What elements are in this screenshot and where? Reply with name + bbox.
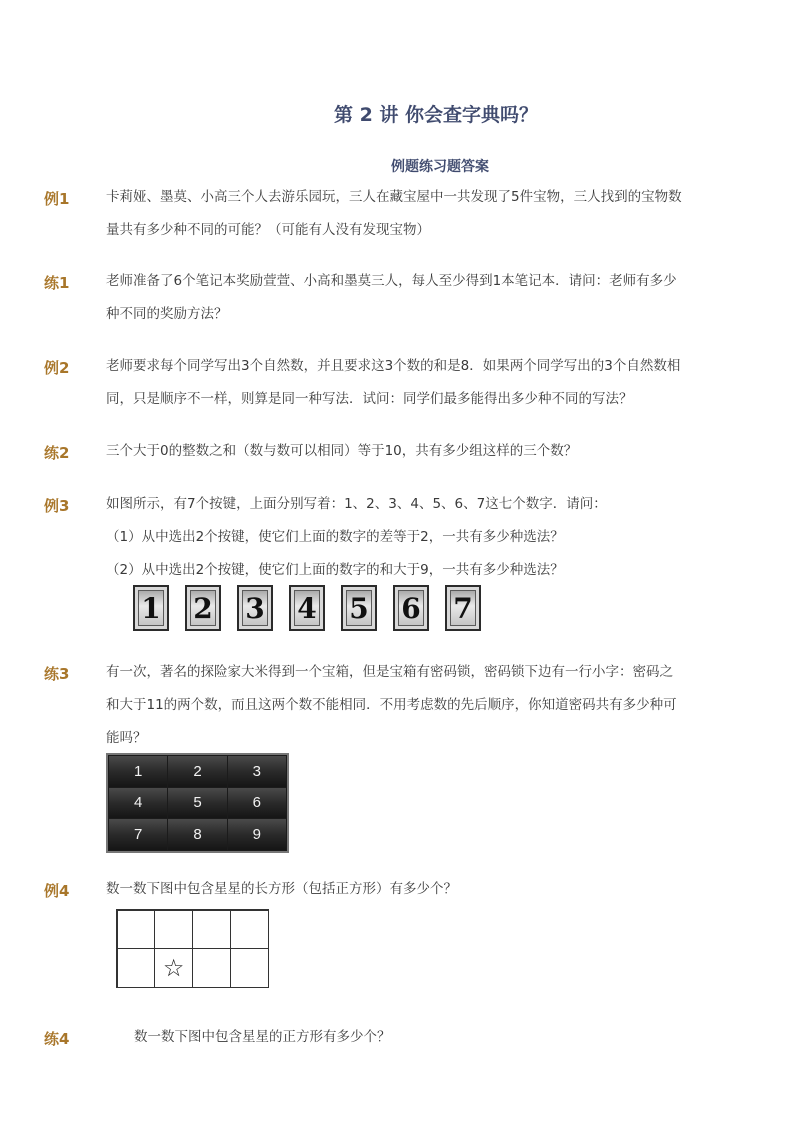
- page-title: 第 2 讲 你会查字典吗？: [333, 104, 539, 126]
- text-line: 三个大于0的整数之和（数与数可以相同）等于10，共有多少组这样的三个数？: [106, 443, 578, 459]
- text-example-1: [106, 181, 718, 247]
- label-practice-1: 练1: [44, 274, 70, 292]
- key-7: 7: [445, 585, 481, 631]
- text-practice-2: [106, 435, 718, 468]
- grid-cell: [154, 948, 193, 988]
- star-grid: [116, 909, 269, 988]
- label-practice-3: 练3: [44, 665, 70, 683]
- label-example-1: 例1: [44, 190, 70, 208]
- key-4: 4: [289, 585, 325, 631]
- text-line: 有一次，著名的探险家大米得到一个宝箱，但是宝箱有密码锁，密码锁下边有一行小字：密码之: [106, 664, 673, 680]
- text-line: 数一数下图中包含星星的长方形（包括正方形）有多少个？: [106, 881, 457, 897]
- text-line: 量共有多少种不同的可能？（可能有人没有发现宝物）: [106, 222, 430, 238]
- keypad-key: 1: [109, 756, 167, 787]
- text-line: 能吗？: [106, 730, 147, 746]
- grid-cell: [230, 948, 269, 988]
- text-line: 同，只是顺序不一样，则算是同一种写法．试问：同学们最多能得出多少种不同的写法？: [106, 391, 633, 407]
- label-practice-4: 练4: [44, 1030, 70, 1048]
- text-line: 如图所示，有7个按键，上面分别写着：1、2、3、4、5、6、7这七个数字．请问：: [106, 496, 607, 512]
- key-3: 3: [237, 585, 273, 631]
- grid-cell: [117, 910, 156, 950]
- text-example-2: [106, 350, 718, 416]
- key-5: 5: [341, 585, 377, 631]
- text-practice-1: [106, 265, 718, 331]
- text-example-4: [106, 873, 718, 906]
- key-1: 1: [133, 585, 169, 631]
- keypad-key: 5: [168, 788, 226, 819]
- text-line: 老师要求每个同学写出3个自然数，并且要求这3个数的和是8．如果两个同学写出的3个自然数相: [106, 358, 681, 374]
- text-line: 和大于11的两个数，而且这两个数不能相同．不用考虑数的先后顺序，你知道密码共有多少种可: [106, 697, 677, 713]
- text-line: （2）从中选出2个按键，使它们上面的数字的和大于9，一共有多少种选法？: [106, 562, 564, 578]
- text-line: 数一数下图中包含星星的正方形有多少个？: [134, 1029, 391, 1045]
- grid-cell: [230, 910, 269, 950]
- text-line: 种不同的奖励方法？: [106, 306, 228, 322]
- star-icon: ☆: [162, 953, 185, 982]
- keypad-key: 2: [168, 756, 226, 787]
- grid-cell: [192, 948, 231, 988]
- key-2: 2: [185, 585, 221, 631]
- keypad-key: 4: [109, 788, 167, 819]
- number-keys: [133, 585, 497, 631]
- text-practice-4: [134, 1021, 746, 1054]
- keypad-key: 6: [228, 788, 286, 819]
- keypad-key: 7: [109, 819, 167, 850]
- text-line: 卡莉娅、墨莫、小高三个人去游乐园玩，三人在藏宝屋中一共发现了5件宝物，三人找到的宝物数: [106, 189, 682, 205]
- keypad-key: 9: [228, 819, 286, 850]
- label-example-4: 例4: [44, 882, 70, 900]
- page-subtitle: 例题练习题答案: [391, 159, 489, 175]
- label-example-3: 例3: [44, 497, 70, 515]
- key-6: 6: [393, 585, 429, 631]
- grid-cell: [154, 910, 193, 950]
- text-practice-3: [106, 656, 718, 755]
- grid-cell: [117, 948, 156, 988]
- grid-cell: [192, 910, 231, 950]
- text-example-3: [106, 488, 718, 587]
- keypad-key: 3: [228, 756, 286, 787]
- label-practice-2: 练2: [44, 444, 70, 462]
- label-example-2: 例2: [44, 359, 70, 377]
- text-line: 老师准备了6个笔记本奖励萱萱、小高和墨莫三人，每人至少得到1本笔记本．请问：老师有多少: [106, 273, 677, 289]
- text-line: （1）从中选出2个按键，使它们上面的数字的差等于2，一共有多少种选法？: [106, 529, 564, 545]
- keypad-key: 8: [168, 819, 226, 850]
- password-keypad: [106, 753, 289, 853]
